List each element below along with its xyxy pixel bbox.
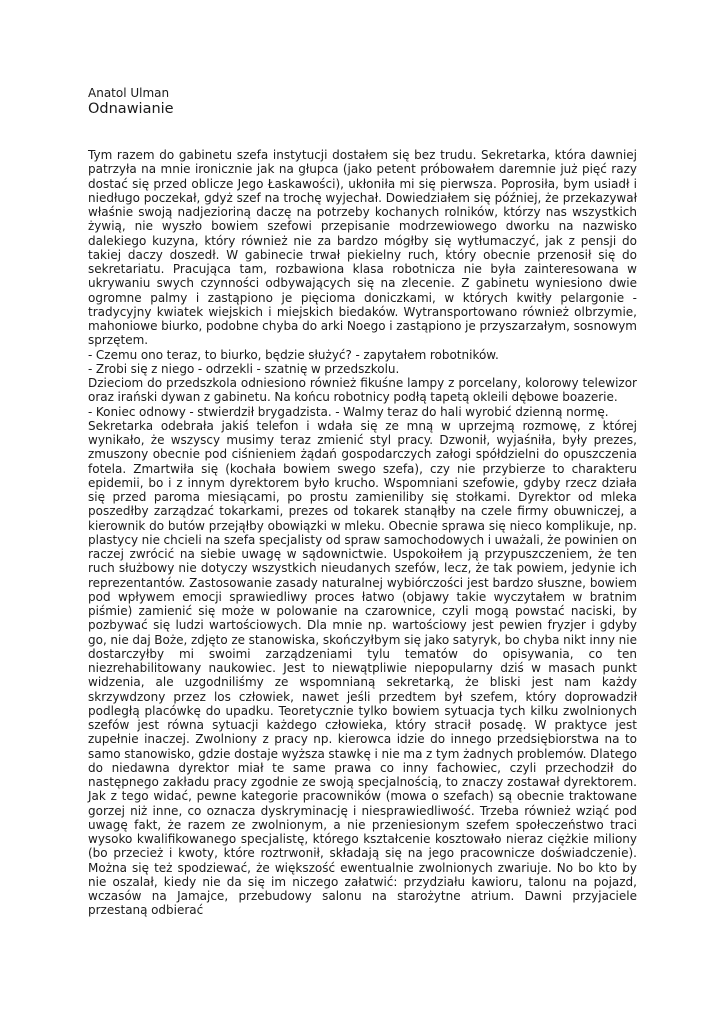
body-paragraph: - Czemu ono teraz, to biurko, będzie służyć? - zapytałem robotników. (88, 347, 499, 362)
body-paragraph: - Zrobi się z niego - odrzekli - szatnię w przedszkolu. (88, 361, 400, 376)
document-title: Odnawianie (88, 101, 174, 117)
body-paragraph: Dzieciom do przedszkola odniesiono również fikuśne lampy z porcelany, kolorowy telewizor oraz irański dywan z gabinetu. Na końcu robotnicy podłą tapetą okleili dębowe boazerie. (88, 376, 637, 405)
body-paragraph: - Koniec odnowy - stwierdził brygadzista. - Walmy teraz do hali wyrobić dzienną normę. (88, 404, 609, 419)
document-body (88, 148, 637, 918)
body-paragraph: Sekretarka odebrała jakiś telefon i wdała się ze mną w uprzejmą rozmowę, z której wynikało, że wszyscy musimy teraz zmienić styl pracy. Dzwonił, wyjaśniła, były prezes, zmuszony obecnie pod ciśnieniem żądań gospodarczych załogi spółdzielni do opuszczenia fotela. Zmartwiła się (kochała bowiem swego szefa), czy nie przybierze to charakteru epidemii, bo i z innym dyrektorem było krucho. Wspomniani szefowie, gdyby rzecz działa się przed paroma miesiącami, po prostu zamieniliby się stołkami. Dyrektor od mleka poszedłby zarządzać tokarkami, prezes od tokarek stanąłby na czele firmy obuwniczej, a kierownik do butów przejąłby obowiązki w mleku. Obecnie sprawa się nieco komplikuje, np. plastycy nie chcieli na szefa specjalisty od spraw samochodowych i uważali, że powinien on raczej zwrócić na siebie uwagę w sądownictwie. Uspokoiłem ją przypuszczeniem, że ten ruch służbowy nie dotyczy wszystkich nieudanych szefów, lecz, że tak powiem, jedynie ich reprezentantów. Zastosowanie zasady naturalnej wybiórczości jest bardzo słuszne, bowiem pod wpływem emocji sprawiedliwy proces łatwo (objawy takie wyczytałem w bratnim piśmie) zamienić się może w polowanie na czarownice, czyli mogą powstać naciski, by pozbywać się ludzi wartościowych. Dla mnie np. wartościowy jest pewien fryzjer i gdyby go, nie daj Boże, zdjęto ze stanowiska, skończyłbym się jako satyryk, bo chyba nikt inny nie dostarczyłby mi swoimi zarządzeniami tylu tematów do opisywania, co ten niezrehabilitowany naukowiec. Jest to niewątpliwie niepopularny dziś w masach punkt widzenia, ale uzgodniliśmy ze wspomnianą sekretarką, że bliski jest nam każdy skrzywdzony przez los człowiek, nawet jeśli przedtem był szefem, który doprowadził podległą placówkę do upadku. Teoretycznie tylko bowiem sytuacja tych kilku zwolnionych szefów jest równa sytuacji każdego człowieka, który stracił posadę. W praktyce jest zupełnie inaczej. Zwolniony z pracy np. kierowca idzie do innego przedsiębiorstwa na to samo stanowisko, gdzie dostaje wyższa stawkę i nie ma z tym żadnych problemów. Dlatego do niedawna dyrektor miał te same prawa co inny fachowiec, czyli przechodził do następnego zakładu pracy zgodnie ze swoją specjalnością, to znaczy zostawał dyrektorem. Jak z tego widać, pewne kategorie pracowników (mowa o szefach) są obecnie traktowane gorzej niż inne, co oznacza dyskryminację i niesprawiedliwość. Trzeba również wziąć pod uwagę fakt, że razem ze zwolnionym, a nie przeniesionym szefem społeczeństwo traci wysoko kwalifikowanego specjalistę, którego kształcenie kosztowało nieraz ciężkie miliony (bo przecież i kwoty, które roztrwonił, składają się na jego pracownicze doświadczenie). Można się też spodziewać, że większość ewentualnie zwolnionych zwariuje. No bo kto by nie oszalał, kiedy nie da się im niczego załatwić: przydziału kawioru, talonu na pojazd, wczasów na Jamajce, przebudowy salonu na starożytne atrium. Dawni przyjaciele przestaną odbierać (88, 418, 637, 918)
author-name: Anatol Ulman (88, 86, 170, 100)
body-paragraph: Tym razem do gabinetu szefa instytucji dostałem się bez trudu. Sekretarka, która dawniej patrzyła na mnie ironicznie jak na głupca (jako petent próbowałem daremnie już pięć razy dostać się przed oblicze Jego Łaskawości), ukłoniła mi się pierwsza. Poprosiła, bym usiadł i niedługo poczekał, gdyż szef na trochę wyjechał. Dowiedziałem się później, że przekazywał właśnie swoją nadjezioriną daczę na potrzeby kochanych rolników, którzy nas wszystkich żywią, nie wyszło bowiem szefowi przepisanie modrzewiowego dworku na nazwisko dalekiego kuzyna, który również nie za bardzo mógłby się wytłumaczyć, jak z pensji do takiej daczy doszedł. W gabinecie trwał piekielny ruch, który obecnie przenosił się do sekretariatu. Pracująca tam, rozbawiona klasa robotnicza nie była zainteresowana w ukrywaniu swych czynności odbywających się na zlecenie. Z gabinetu wyniesiono dwie ogromne palmy i zastąpiono je pięcioma doniczkami, w których kwitły pelargonie - tradycyjny kwiatek wiejskich i miejskich biedaków. Wytransportowano również olbrzymie, mahoniowe biurko, podobne chyba do arki Noego i zastąpiono je przyszarzałym, sosnowym sprzętem. (88, 148, 637, 348)
